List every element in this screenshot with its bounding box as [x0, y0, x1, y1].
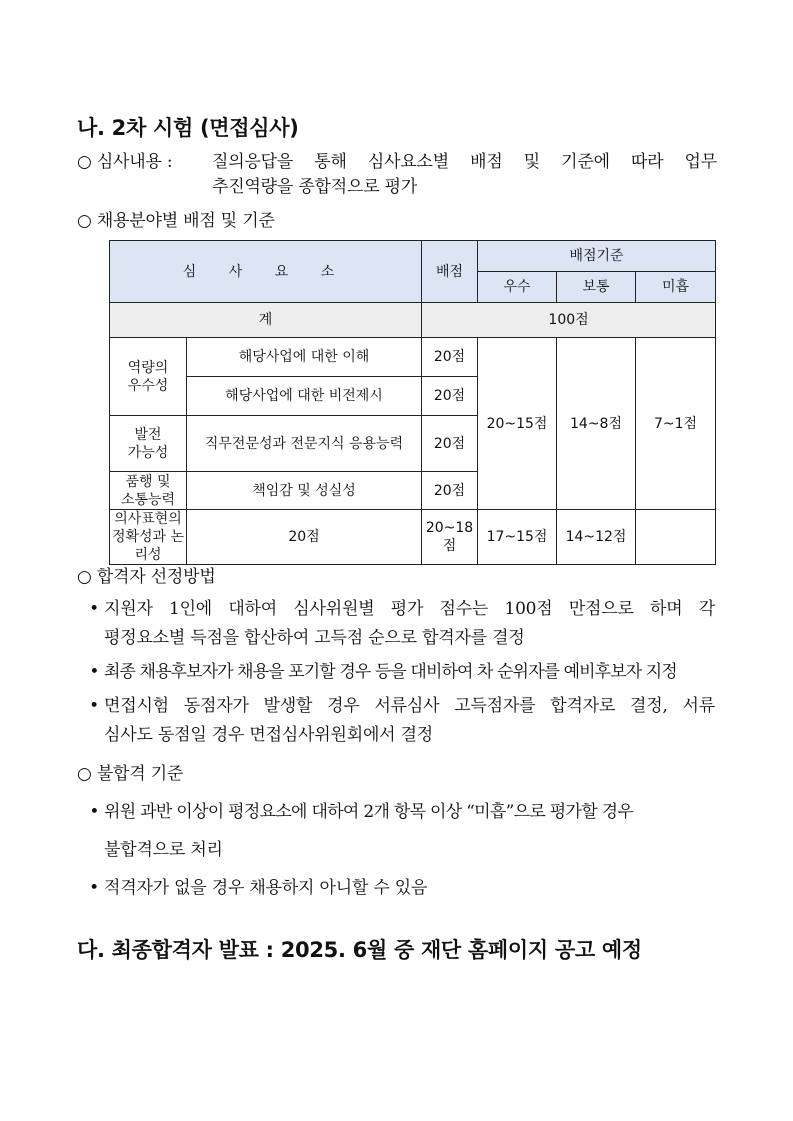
bullet: • — [89, 802, 99, 822]
grade-poor-last: 14~12점 — [557, 510, 636, 565]
selection-item-1b: 평정요소별 득점을 합산하여 고득점 순으로 합격자를 결정 — [104, 628, 525, 648]
list-item — [84, 597, 715, 622]
header-elements: 심 사 요 소 — [110, 241, 422, 303]
bullet: • — [89, 696, 99, 716]
list-item — [84, 660, 677, 685]
item-expertise: 직무전문성과 전문지식 응용능력 — [187, 416, 422, 472]
item-understanding: 해당사업에 대한 이해 — [187, 338, 422, 377]
fail-item-2: 적격자가 없을 경우 채용하지 아니할 수 있음 — [104, 878, 428, 898]
grade-normal-last: 17~15점 — [478, 510, 557, 565]
selection-item-1a: 지원자 1인에 대하여 심사위원별 평가 점수는 100점 만점으로 하며 각 — [104, 599, 715, 619]
fail-item-1b: 불합격으로 처리 — [104, 840, 223, 860]
item-score: 20점 — [422, 377, 478, 416]
category-potential: 발전 가능성 — [110, 416, 187, 472]
list-item — [84, 876, 427, 901]
section-heading-announcement: 다. 최종합격자 발표 : 2025. 6월 중 재단 홈페이지 공고 예정 — [77, 938, 642, 962]
grade-excellent: 20~15점 — [478, 338, 557, 510]
list-item — [84, 800, 633, 825]
category-competence: 역량의 우수성 — [110, 338, 187, 416]
review-content-label: ○ 심사내용 : — [77, 152, 173, 172]
item-responsibility: 책임감 및 성실성 — [187, 472, 422, 510]
item-score: 20점 — [422, 338, 478, 377]
fail-label: ○ 불합격 기준 — [77, 764, 184, 784]
review-content-line1: 질의응답을 통해 심사요소별 배점 및 기준에 따라 업무 — [212, 152, 717, 172]
item-expression: 의사표현의 정확성과 논리성 — [110, 510, 187, 565]
selection-item-3b: 심사도 동점일 경우 면접심사위원회에서 결정 — [104, 725, 434, 745]
bullet: • — [89, 878, 99, 898]
fail-item-1a: 위원 과반 이상이 평정요소에 대하여 2개 항목 이상 “미흡”으로 평가할 경우 — [104, 802, 634, 822]
header-score: 배점 — [422, 241, 478, 303]
list-item — [84, 694, 715, 719]
grade-poor: 7~1점 — [636, 338, 716, 510]
category-conduct: 품행 및 소통능력 — [110, 472, 187, 510]
item-vision: 해당사업에 대한 비전제시 — [187, 377, 422, 416]
total-value: 100점 — [422, 303, 716, 338]
bullet: • — [89, 662, 99, 682]
selection-item-2: 최종 채용후보자가 채용을 포기할 경우 등을 대비하여 차 순위자를 예비후보자 지정 — [104, 662, 677, 682]
total-label: 계 — [110, 303, 422, 338]
item-score: 20점 — [187, 510, 422, 565]
criteria-table — [109, 240, 716, 565]
item-score: 20점 — [422, 472, 478, 510]
item-score: 20점 — [422, 416, 478, 472]
header-poor: 미흡 — [636, 272, 716, 303]
header-excellent: 우수 — [478, 272, 557, 303]
review-content-line2: 추진역량을 종합적으로 평가 — [212, 177, 418, 197]
selection-label: ○ 합격자 선정방법 — [77, 567, 216, 587]
header-normal: 보통 — [557, 272, 636, 303]
criteria-label: ○ 채용분야별 배점 및 기준 — [77, 211, 275, 231]
grade-normal: 14~8점 — [557, 338, 636, 510]
bullet: • — [89, 599, 99, 619]
grade-excellent-last: 20~18점 — [422, 510, 478, 565]
selection-item-3a: 면접시험 동점자가 발생할 경우 서류심사 고득점자를 합격자로 결정, 서류 — [104, 696, 715, 716]
header-criteria: 배점기준 — [478, 241, 716, 272]
section-heading-interview: 나. 2차 시험 (면접심사) — [77, 116, 299, 140]
